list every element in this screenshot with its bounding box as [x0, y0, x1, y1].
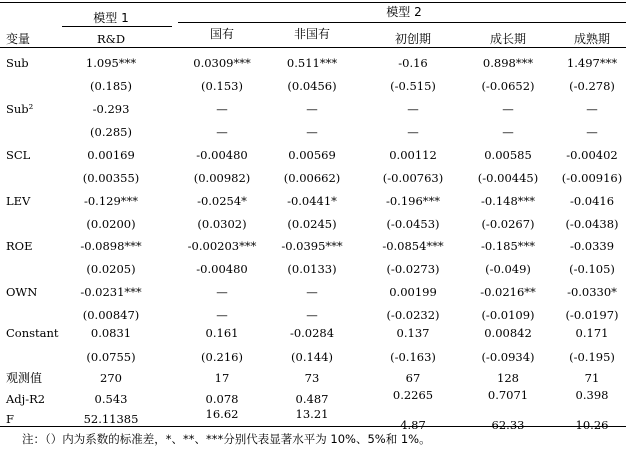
table-cell: (-0.0197) [565, 308, 619, 322]
table-cell: (0.00355) [82, 171, 140, 185]
table-cell: (-0.00445) [477, 171, 539, 185]
table-cell: (-0.195) [569, 350, 615, 364]
table-cell: (-0.0232) [386, 308, 440, 322]
table-cell: — [306, 125, 318, 139]
table-cell: 0.7071 [487, 388, 529, 402]
table-cell: 270 [100, 371, 122, 385]
table-cell: (0.0245) [287, 217, 337, 231]
row-label: ROE [6, 239, 33, 253]
row-label: F [6, 412, 14, 426]
table-cell: 0.898*** [482, 56, 534, 70]
table-cell: — [502, 125, 514, 139]
column-header-5: 成长期 [489, 32, 527, 46]
table-cell: 17 [214, 371, 230, 385]
table-cell: -0.0216** [480, 285, 536, 299]
table-cell: -0.0854*** [382, 239, 444, 253]
table-cell: 16.62 [205, 407, 239, 421]
table-cell: (0.0302) [197, 217, 247, 231]
table-cell: -0.148*** [480, 194, 536, 208]
row-label: Adj-R2 [6, 392, 46, 406]
variable-header: 变量 [6, 32, 31, 46]
table-cell: (0.153) [201, 79, 243, 93]
table-cell: -0.129*** [83, 194, 139, 208]
table-cell: 0.00842 [484, 326, 532, 340]
table-cell: (0.00662) [283, 171, 341, 185]
table-cell: -0.0416 [569, 194, 615, 208]
table-cell: (0.0200) [86, 217, 136, 231]
table-cell: (0.0205) [86, 262, 136, 276]
table-cell: -0.00480 [196, 148, 248, 162]
table-cell: (0.0456) [287, 79, 337, 93]
table-cell: (-0.0273) [386, 262, 440, 276]
table-cell: (-0.049) [485, 262, 531, 276]
table-cell: 0.00112 [389, 148, 437, 162]
table-cell: 0.0309*** [193, 56, 251, 70]
table-cell: 0.00169 [87, 148, 135, 162]
table-cell: 73 [304, 371, 320, 385]
table-cell: 0.398 [575, 388, 609, 402]
table-cell: -0.0898*** [80, 239, 142, 253]
table-cell: -0.16 [398, 56, 428, 70]
model2-rule [178, 22, 626, 23]
table-cell: (-0.0109) [481, 308, 535, 322]
model1-header: 模型 1 [93, 11, 129, 25]
table-note: 注：（）内为系数的标准差，*、**、***分别代表显著水平为 10%、5%和 1%。 [22, 432, 431, 446]
table-cell: (0.00847) [82, 308, 140, 322]
row-label: Sub [6, 56, 29, 70]
table-cell: -0.196*** [385, 194, 441, 208]
table-cell: -0.0254* [197, 194, 247, 208]
top-rule [0, 2, 626, 3]
column-header-3: 非国有 [293, 27, 331, 41]
table-cell: -0.0330* [567, 285, 617, 299]
table-cell: (0.216) [201, 350, 243, 364]
table-cell: -0.0284 [289, 326, 335, 340]
table-cell: 0.487 [295, 392, 329, 406]
row-label: OWN [6, 285, 38, 299]
table-cell: 0.0831 [90, 326, 132, 340]
bottom-rule [0, 426, 626, 427]
table-cell: — [586, 125, 598, 139]
table-cell: — [216, 285, 228, 299]
column-header-2: 国有 [209, 27, 235, 41]
table-cell: 67 [405, 371, 421, 385]
table-cell: (-0.0453) [386, 217, 440, 231]
table-cell: — [502, 102, 514, 116]
table-cell: 0.078 [205, 392, 239, 406]
table-cell: (-0.0652) [481, 79, 535, 93]
table-cell: 0.171 [575, 326, 609, 340]
table-cell: -0.00203*** [187, 239, 257, 253]
table-cell: — [306, 285, 318, 299]
table-cell: (-0.00916) [561, 171, 623, 185]
table-cell: 10.26 [575, 418, 609, 432]
table-cell: 128 [497, 371, 519, 385]
row-label: Sub² [6, 102, 34, 116]
table-cell: 1.095*** [85, 56, 137, 70]
table-cell: — [407, 125, 419, 139]
row-label: 观测值 [6, 371, 43, 385]
table-cell: -0.00402 [566, 148, 618, 162]
table-cell: 13.21 [295, 407, 329, 421]
table-cell: (0.0755) [86, 350, 136, 364]
row-label: Constant [6, 326, 59, 340]
table-cell: — [216, 308, 228, 322]
table-cell: -0.293 [92, 102, 130, 116]
table-cell: — [407, 102, 419, 116]
table-cell: 0.543 [94, 392, 128, 406]
column-header-1: R&D [96, 32, 126, 46]
table-cell: (-0.0934) [481, 350, 535, 364]
table-cell: (-0.278) [569, 79, 615, 93]
table-cell: — [586, 102, 598, 116]
table-cell: (0.144) [291, 350, 333, 364]
column-header-4: 初创期 [394, 32, 432, 46]
table-cell: (0.285) [90, 125, 132, 139]
table-cell: 0.00569 [288, 148, 336, 162]
table-cell: 0.2265 [392, 388, 434, 402]
table-cell: — [306, 102, 318, 116]
table-cell: (0.00982) [193, 171, 251, 185]
table-cell: (0.185) [90, 79, 132, 93]
model2-header: 模型 2 [386, 5, 422, 19]
table-cell: (-0.163) [390, 350, 436, 364]
table-cell: 52.11385 [83, 412, 139, 426]
table-cell: -0.0231*** [80, 285, 142, 299]
table-cell: 0.00199 [389, 285, 437, 299]
table-cell: -0.185*** [480, 239, 536, 253]
table-cell: — [306, 308, 318, 322]
header-rule [0, 47, 626, 48]
table-cell: -0.0339 [569, 239, 615, 253]
table-cell: (-0.0267) [481, 217, 535, 231]
table-cell: -0.0441* [287, 194, 337, 208]
table-cell: 0.161 [205, 326, 239, 340]
table-cell: (-0.00763) [382, 171, 444, 185]
table-cell: -0.00480 [196, 262, 248, 276]
table-cell: — [216, 125, 228, 139]
table-cell: (-0.105) [569, 262, 615, 276]
model1-rule [62, 26, 172, 27]
table-cell: (0.0133) [287, 262, 337, 276]
column-header-6: 成熟期 [573, 32, 611, 46]
table-cell: 0.137 [396, 326, 430, 340]
table-cell: 4.87 [400, 418, 426, 432]
row-label: SCL [6, 148, 31, 162]
table-cell: — [216, 102, 228, 116]
table-cell: 62.33 [491, 418, 525, 432]
row-label: LEV [6, 194, 31, 208]
table-cell: 0.511*** [286, 56, 338, 70]
table-cell: 1.497*** [566, 56, 618, 70]
table-cell: (-0.515) [390, 79, 436, 93]
table-cell: (-0.0438) [565, 217, 619, 231]
table-cell: -0.0395*** [281, 239, 343, 253]
table-cell: 0.00585 [484, 148, 532, 162]
table-cell: 71 [584, 371, 600, 385]
